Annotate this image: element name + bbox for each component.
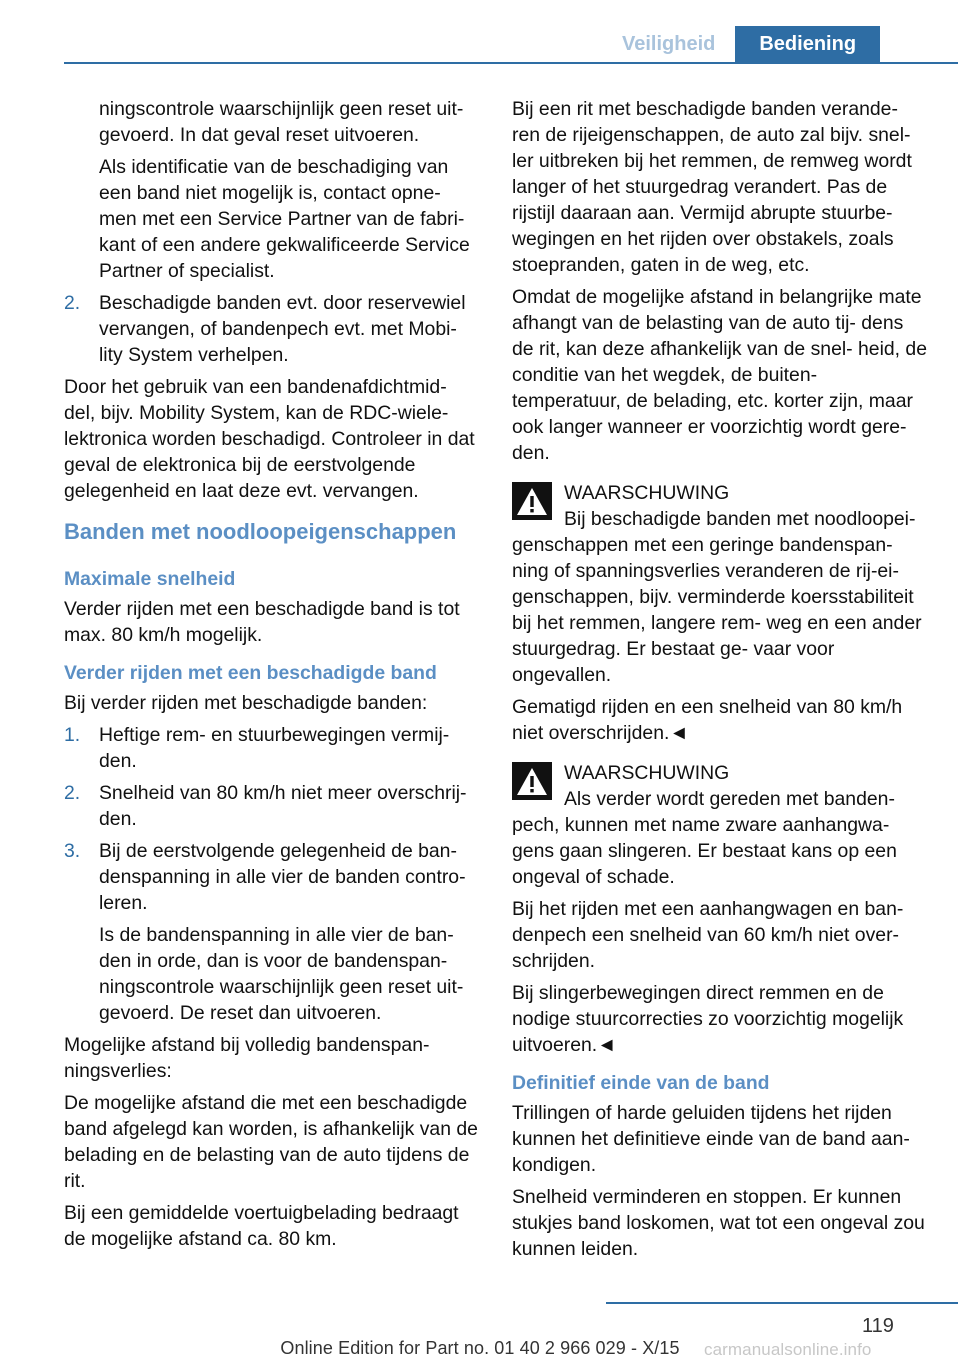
- left-column: [64, 96, 480, 1258]
- list-number: 3.: [64, 840, 81, 862]
- paragraph: Mogelijke afstand bij volledig bandenspan‐ ningsverlies:: [64, 1034, 430, 1082]
- list-item: [64, 838, 480, 916]
- warning-text: pech, kunnen met name zware aanhangwa‐ gens gaan slingeren. Er bestaat kans op een ongeval of schade.: [512, 814, 897, 888]
- header-rule: [64, 62, 958, 64]
- warning-first-line: Bij beschadigde banden met noodloopei‐: [564, 508, 916, 530]
- paragraph: Als identificatie van de beschadiging van een band niet mogelijk is, contact opne‐ men met een Service Partner van de fabri‐ kant of een andere gekwalificeerde Service Partner of specialist.: [99, 156, 470, 282]
- list-item: [64, 290, 480, 368]
- paragraph: Gematigd rijden en een snelheid van 80 km/h niet overschrijden.◄: [512, 696, 903, 744]
- section-heading: Banden met noodloopeigenschappen: [64, 519, 457, 544]
- list-number: 2.: [64, 292, 81, 314]
- warning-first-line: Als verder wordt gereden met banden‐: [564, 788, 895, 810]
- list-text: Heftige rem- en stuurbewegingen vermij‐ den.: [99, 724, 450, 772]
- tab-bediening[interactable]: Bediening: [735, 26, 880, 62]
- paragraph: Bij slingerbewegingen direct remmen en de nodige stuurcorrecties zo voorzichtig mogelijk uitvoeren.◄: [512, 982, 904, 1056]
- paragraph: Door het gebruik van een bandenafdichtmid‐ del, bijv. Mobility System, kan de RDC-wiele‐ lektronica worden beschadigd. Controleer in dat geval de elektronica bij de eerstvolgende gelegenheid en laat deze evt. vervangen.: [64, 376, 475, 502]
- warning-triangle-icon: [512, 762, 552, 800]
- warning-title: WAARSCHUWING: [564, 762, 730, 784]
- warning-triangle-icon: [512, 482, 552, 520]
- list-item: [64, 780, 480, 832]
- paragraph: De mogelijke afstand die met een beschadigde band afgelegd kan worden, is afhankelijk van de belading en de belasting van de auto tijdens de rit.: [64, 1092, 478, 1192]
- warning-block: [512, 480, 928, 688]
- paragraph: Bij een gemiddelde voertuigbelading bedraagt de mogelijke afstand ca. 80 km.: [64, 1202, 459, 1250]
- list-text: Snelheid van 80 km/h niet meer overschrij‐ den.: [99, 782, 467, 830]
- paragraph: Verder rijden met een beschadigde band is tot max. 80 km/h mogelijk.: [64, 598, 460, 646]
- list-number: 2.: [64, 782, 81, 804]
- edition-text: Online Edition for Part no. 01 40 2 966 029 - X/15: [280, 1338, 680, 1358]
- paragraph: Bij een rit met beschadigde banden verande‐ ren de rijeigenschappen, de auto zal bijv. snel‐ ler uitbreken bij het remmen, de remweg wordt langer of het stuurgedrag verandert. Pas de rijstijl daaraan aan. Vermijd abrupte stuurbe‐ wegingen en het rijden over obstakels, zoals stoepranden, gaten in de weg, etc.: [512, 98, 912, 276]
- subsection-heading: Definitief einde van de band: [512, 1072, 770, 1094]
- subsection-heading: Verder rijden met een beschadigde band: [64, 662, 437, 684]
- list-text: Bij de eerstvolgende gelegenheid de ban‐ denspanning in alle vier de banden contro‐ leren.: [99, 840, 466, 914]
- list-item: [64, 722, 480, 774]
- right-column: [512, 96, 928, 1268]
- warning-block: [512, 760, 928, 890]
- paragraph: Omdat de mogelijke afstand in belangrijke mate afhangt van de belasting van de auto tij‐ dens de rit, kan deze afhankelijk van de snel‐ heid, de conditie van het wegdek, de buiten‐ temperatuur, de belading, etc. korter zijn, maar ook langer wanneer er voorzichtig wordt gere‐ den.: [512, 286, 928, 464]
- footer: [0, 1338, 960, 1359]
- section-tabs: [606, 26, 880, 62]
- footer-rule: [606, 1302, 958, 1304]
- page-number: 119: [862, 1315, 894, 1337]
- paragraph: Bij verder rijden met beschadigde banden:: [64, 692, 428, 714]
- warning-title: WAARSCHUWING: [564, 482, 730, 504]
- warning-text: genschappen met een geringe bandenspan‐ ning of spanningsverlies veranderen de rij-ei‐ genschappen, bijv. verminderde koersstabiliteit bij het remmen, langere rem‐ weg en een ander stuurgedrag. Er bestaat ge‐ vaar voor ongevallen.: [512, 534, 922, 686]
- paragraph: ningscontrole waarschijnlijk geen reset uit‐ gevoerd. In dat geval reset uitvoeren.: [99, 98, 464, 146]
- paragraph: Is de bandenspanning in alle vier de ban‐ den in orde, dan is voor de bandenspan‐ ningscontrole waarschijnlijk geen reset uit‐ gevoerd. De reset dan uitvoeren.: [99, 924, 464, 1024]
- list-number: 1.: [64, 724, 81, 746]
- watermark: carmanualsonline.info: [704, 1340, 872, 1359]
- tab-veiligheid[interactable]: Veiligheid: [606, 26, 735, 62]
- subsection-heading: Maximale snelheid: [64, 568, 236, 590]
- paragraph: Snelheid verminderen en stoppen. Er kunnen stukjes band loskomen, wat tot een ongeval zou kunnen leiden.: [512, 1186, 925, 1260]
- paragraph: Bij het rijden met een aanhangwagen en ban‐ denpech een snelheid van 60 km/h niet over‐ schrijden.: [512, 898, 904, 972]
- paragraph: Trillingen of harde geluiden tijdens het rijden kunnen het definitieve einde van de band aan‐ kondigen.: [512, 1102, 910, 1176]
- list-text: Beschadigde banden evt. door reservewiel vervangen, of bandenpech evt. met Mobi‐ lity System verhelpen.: [99, 292, 466, 366]
